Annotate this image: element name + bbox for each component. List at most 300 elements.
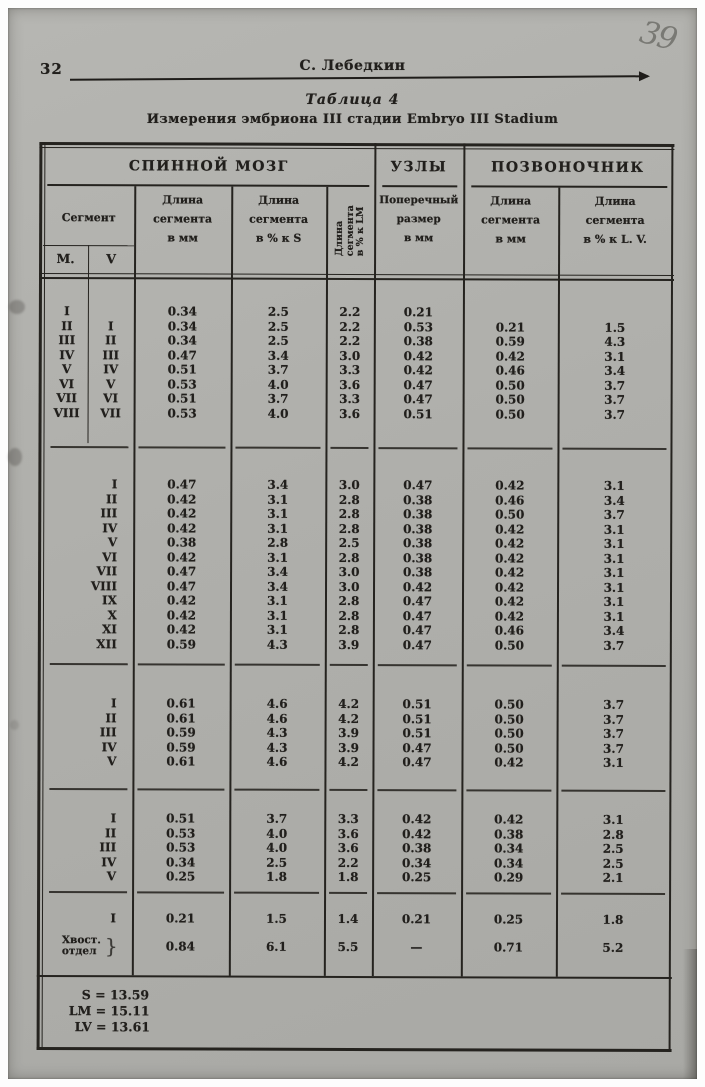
col-header-length-pct-lm: Длина сегмента в % к LM [333, 205, 366, 257]
value-cell: 3.1 [267, 492, 289, 507]
value-cell: 3.4 [603, 624, 625, 639]
value-cell: 0.34 [167, 304, 198, 319]
arrowhead-icon [639, 71, 650, 81]
value-cell: 0.47 [166, 579, 197, 594]
value-cell: 0.50 [495, 507, 525, 522]
value-cell: 2.5 [266, 855, 288, 870]
value-cell: 0.50 [494, 638, 524, 653]
value-cell: 0.21 [401, 912, 432, 927]
value-cell: 0.59 [495, 334, 525, 349]
value-cell: 0.50 [494, 726, 524, 741]
value-cell: 4.3 [266, 725, 288, 741]
value-cell: 0.51 [402, 726, 432, 741]
col-header-length-mm-spine: Длина сегмента в мм [481, 194, 541, 246]
value-cell: 3.0 [338, 579, 360, 594]
segment-cell: XI [101, 622, 117, 637]
col-header-length-mm-spinal: Длина сегмента в мм [153, 193, 213, 245]
table-row [46, 391, 674, 407]
value-cell: 4.6 [266, 754, 288, 770]
value-cell: 3.1 [603, 580, 625, 595]
table-row [44, 826, 672, 842]
table-border-bottom [37, 1047, 672, 1052]
segment-cell-tail: Хвост. отдел } [61, 933, 118, 959]
value-cell: 3.3 [339, 363, 361, 378]
value-cell: 0.53 [403, 319, 433, 334]
value-cell: 0.51 [167, 391, 197, 406]
value-cell: 0.47 [403, 377, 433, 392]
table-row [46, 362, 674, 378]
segment-cell-m: II [61, 318, 73, 333]
group-header-nodes: УЗЛЫ [390, 159, 448, 176]
handwritten-mark: 39 [635, 14, 679, 58]
value-cell: 3.4 [604, 364, 626, 379]
block-separator-line [378, 664, 457, 666]
value-cell: 0.34 [166, 855, 196, 870]
segment-cell: V [107, 535, 118, 550]
value-cell: 4.3 [266, 740, 288, 755]
value-cell: 3.1 [267, 550, 289, 565]
value-cell: 1.8 [602, 912, 624, 927]
value-cell: 0.53 [166, 826, 196, 841]
block-3 [37, 666, 672, 770]
table-row [46, 377, 674, 393]
value-cell: 4.2 [338, 711, 360, 726]
value-cell: 0.38 [403, 521, 433, 536]
value-cell: 3.7 [603, 698, 625, 713]
block-separator-line [466, 789, 551, 791]
segment-cell-m: IV [59, 347, 75, 362]
value-cell: 0.61 [166, 711, 196, 726]
value-cell: 0.42 [167, 506, 197, 521]
value-cell: 4.0 [267, 406, 289, 421]
value-cell: 0.42 [495, 349, 525, 364]
value-cell: 0.42 [495, 522, 525, 537]
block-separator-line [235, 447, 320, 449]
segment-cell: VII [96, 564, 118, 579]
value-cell: 3.4 [267, 564, 289, 580]
segment-cell-v: II [105, 333, 117, 348]
segment-cell-m: VI [59, 376, 75, 391]
value-cell: 2.5 [602, 842, 624, 857]
value-cell: 0.42 [494, 551, 525, 566]
value-cell: 0.42 [494, 580, 525, 595]
value-cell: 2.8 [338, 623, 360, 638]
value-cell: 0.51 [166, 811, 196, 826]
value-cell: 3.7 [603, 727, 625, 742]
block-separator-line [50, 446, 128, 448]
value-cell: 0.47 [403, 392, 433, 407]
value-cell: 0.47 [167, 348, 197, 363]
block-4 [37, 791, 672, 885]
block-separator-line [377, 789, 456, 791]
value-cell: 2.5 [602, 856, 624, 871]
value-cell: 0.84 [165, 939, 196, 954]
segment-cell: II [105, 825, 117, 840]
value-cell: 0.53 [167, 377, 197, 392]
value-cell: 0.51 [167, 362, 197, 377]
segment-cell: I [111, 696, 117, 711]
group-header-spinal-cord: СПИННОЙ МОЗГ [128, 158, 289, 175]
value-cell: 3.1 [603, 479, 625, 494]
segment-cell-v: IV [103, 362, 119, 377]
table-row [45, 535, 673, 551]
value-cell: 0.34 [494, 856, 524, 871]
segment-cell-m: I [64, 304, 70, 319]
block-separator-line [562, 665, 666, 667]
value-cell: 3.1 [603, 566, 625, 581]
value-cell: 0.47 [402, 594, 433, 609]
segment-subheader-v: V [106, 251, 116, 267]
value-cell: 2.8 [338, 550, 360, 565]
value-cell: 2.2 [339, 319, 361, 334]
table-row [45, 506, 673, 522]
table-row [44, 928, 672, 966]
block-5 [37, 894, 672, 966]
value-cell: 2.8 [602, 827, 624, 842]
value-cell: 0.21 [495, 320, 525, 335]
block-separator-line [234, 789, 319, 791]
segment-cell: XII [96, 636, 117, 652]
block-separator-line [49, 788, 127, 790]
table-row [45, 477, 673, 493]
value-cell: 3.4 [267, 579, 288, 594]
value-cell: 0.42 [495, 536, 525, 551]
segment-cell: VI [102, 549, 118, 565]
value-cell: 2.8 [338, 521, 360, 536]
value-cell: 2.8 [338, 492, 360, 507]
table-row [46, 406, 674, 422]
segment-cell-v: VI [103, 391, 119, 406]
value-cell: 4.3 [604, 335, 626, 350]
block-1 [39, 281, 674, 422]
margin-smudge [10, 720, 19, 730]
value-cell: 3.1 [603, 551, 625, 566]
value-cell: 3.9 [338, 726, 360, 741]
value-cell: 0.34 [402, 855, 432, 870]
segment-cell: X [107, 607, 117, 623]
data-bottom-line [37, 975, 672, 979]
table-row [45, 696, 673, 712]
segment-cell: III [100, 506, 118, 521]
value-cell: 2.1 [602, 871, 624, 886]
value-cell: 1.8 [266, 869, 288, 885]
value-cell: 0.50 [494, 697, 524, 712]
value-cell: 0.42 [166, 550, 197, 565]
value-cell: 0.21 [403, 305, 434, 320]
footnote-lv: LV = 13.61 [74, 1019, 151, 1035]
value-cell: 3.7 [267, 391, 289, 407]
segment-cell-v: V [105, 376, 116, 391]
scanned-page [8, 8, 697, 1079]
value-cell: 0.51 [402, 697, 432, 712]
block-separator-line [138, 663, 225, 665]
value-cell: 0.50 [494, 741, 524, 756]
value-cell: 4.6 [266, 696, 288, 712]
table-border-top [39, 142, 674, 146]
value-cell: 0.47 [402, 608, 433, 623]
value-cell: 3.9 [338, 637, 360, 652]
value-cell: 0.47 [167, 477, 197, 492]
value-cell: 3.1 [603, 609, 625, 624]
value-cell: 3.7 [266, 811, 288, 827]
value-cell: 2.8 [267, 535, 289, 551]
table-title: Измерения эмбриона III стадии Embryo III Stadium [146, 112, 559, 127]
value-cell: 3.1 [267, 521, 289, 536]
group-underline-spine [471, 185, 667, 187]
value-cell: 3.3 [337, 812, 359, 827]
value-cell: 0.34 [494, 841, 524, 856]
table-row [45, 593, 673, 609]
page-edge-shadow [683, 949, 697, 1079]
running-head: С. Лебедкин [299, 58, 406, 74]
value-cell: 3.6 [337, 841, 359, 856]
value-cell: 0.42 [166, 593, 197, 608]
value-cell: 2.8 [338, 594, 360, 609]
value-cell: 3.1 [267, 593, 288, 609]
value-cell: 2.2 [339, 334, 361, 349]
table-footnotes [69, 987, 150, 1035]
block-separator-line [377, 892, 456, 894]
margin-smudge [8, 448, 22, 466]
value-cell: 0.34 [167, 333, 197, 348]
table-row [45, 622, 673, 638]
segment-cell: III [99, 840, 117, 855]
value-cell: 5.5 [337, 939, 359, 955]
segment-cell-m: V [62, 362, 72, 377]
block-separator-line [378, 447, 457, 449]
table-row [44, 908, 672, 930]
value-cell: 3.0 [338, 478, 360, 493]
table-row [44, 754, 672, 770]
segment-cell: III [99, 725, 117, 740]
value-cell: 4.0 [266, 840, 288, 856]
value-cell: 3.1 [266, 608, 288, 623]
segment-cell-v: III [102, 347, 120, 363]
value-cell: 0.50 [495, 378, 525, 393]
value-cell: 0.34 [167, 319, 197, 334]
segment-cell: II [105, 710, 117, 726]
value-cell: 0.46 [495, 363, 525, 378]
segment-cell: IV [102, 520, 118, 536]
value-cell: 4.0 [266, 826, 288, 841]
table-row [44, 811, 672, 827]
value-cell: 0.38 [403, 536, 433, 551]
value-cell: 0.42 [167, 492, 197, 507]
value-cell: 0.42 [167, 521, 197, 536]
table-row [46, 304, 674, 320]
segment-cell: IV [101, 739, 117, 754]
value-cell: 3.7 [604, 407, 626, 422]
col-header-length-pct-lv: Длина сегмента в % к L. V. [583, 194, 647, 246]
value-cell: 0.46 [495, 493, 525, 508]
footnote-lm: LM = 15.11 [68, 1003, 150, 1019]
value-cell: 0.21 [165, 911, 196, 926]
value-cell: 0.42 [494, 565, 525, 580]
value-cell: 3.4 [267, 477, 289, 493]
block-separator-line [329, 892, 367, 894]
value-cell: 0.47 [402, 740, 432, 755]
value-cell: 0.42 [403, 363, 433, 378]
value-cell: 3.4 [267, 348, 289, 363]
value-cell: 0.50 [495, 392, 525, 407]
value-cell: 6.1 [265, 939, 287, 954]
table-row [45, 564, 673, 580]
block-separator-line [137, 788, 224, 790]
value-cell: 0.47 [403, 478, 433, 493]
measurement-table [37, 142, 675, 1054]
segment-cell-m: III [58, 333, 76, 348]
col-header-transverse-size: Поперечный размер в мм [379, 194, 459, 245]
table-row [45, 725, 673, 741]
value-cell: 0.42 [494, 609, 525, 624]
segment-cell: V [107, 754, 117, 769]
value-cell: 0.29 [493, 870, 524, 885]
value-cell: 0.38 [167, 535, 197, 550]
block-separator-line [50, 663, 128, 665]
value-cell: 2.8 [338, 507, 360, 522]
value-cell: 0.61 [166, 696, 196, 711]
table-row [44, 855, 672, 871]
block-separator-line [137, 891, 224, 893]
value-cell: 0.51 [402, 711, 432, 726]
value-cell: 0.42 [494, 594, 525, 609]
value-cell: 3.7 [267, 362, 289, 378]
segment-cell: I [110, 811, 117, 826]
value-cell: 3.7 [603, 508, 625, 523]
value-cell: 3.1 [603, 595, 625, 610]
segment-cell-v: VII [100, 405, 121, 421]
value-cell: 0.42 [495, 478, 525, 493]
value-cell: 0.25 [165, 869, 196, 884]
table-row [46, 319, 674, 335]
block-separator-line [561, 893, 665, 895]
block-separator-line [330, 664, 368, 666]
table-row [45, 711, 673, 727]
value-cell: — [410, 940, 423, 955]
value-cell: 0.47 [402, 623, 433, 638]
value-cell: 3.1 [603, 756, 624, 771]
value-cell: 2.5 [267, 319, 289, 334]
segment-cell: IV [101, 854, 117, 869]
value-cell: 4.6 [266, 711, 288, 726]
value-cell: 3.7 [604, 393, 626, 408]
value-cell: 1.5 [604, 320, 626, 335]
table-row [45, 550, 673, 566]
value-cell: 3.1 [603, 522, 625, 537]
value-cell: 3.0 [338, 565, 360, 580]
value-cell: 3.6 [339, 406, 361, 421]
value-cell: 0.50 [495, 407, 525, 422]
table-row [44, 869, 672, 885]
value-cell: 0.47 [166, 564, 197, 579]
value-cell: 4.3 [266, 637, 288, 652]
segment-cell: I [110, 911, 117, 926]
value-cell: 2.5 [267, 333, 289, 349]
value-cell: 0.42 [402, 579, 433, 594]
value-cell: 0.42 [402, 812, 432, 827]
table-border-top-inner [39, 147, 674, 150]
value-cell: 0.38 [403, 334, 433, 349]
group-underline-spinal [47, 184, 369, 187]
value-cell: 0.61 [166, 754, 196, 769]
value-cell: 3.7 [603, 741, 624, 756]
segment-cell: V [106, 869, 117, 884]
block-separator-line [234, 892, 319, 894]
value-cell: 4.2 [338, 697, 360, 712]
table-row [45, 579, 673, 595]
value-cell: 4.0 [267, 377, 289, 392]
value-cell: 0.25 [401, 870, 432, 885]
value-cell: 0.42 [403, 348, 433, 363]
value-cell: 3.1 [266, 622, 288, 638]
value-cell: 0.38 [403, 492, 433, 507]
brace-glyph: } [104, 934, 118, 959]
table-row [45, 637, 673, 653]
value-cell: 0.50 [494, 712, 524, 727]
value-cell: 1.4 [337, 911, 359, 927]
segment-cell: I [111, 477, 118, 492]
block-separator-line [235, 664, 320, 666]
value-cell: 1.8 [337, 870, 359, 885]
value-cell: 0.59 [166, 637, 196, 652]
block-separator-line [561, 790, 665, 792]
segment-cell: IX [102, 593, 118, 608]
block-separator-line [329, 789, 367, 791]
value-cell: 2.2 [337, 855, 359, 870]
segment-cell-m: VIII [53, 405, 80, 420]
block-separator-line [467, 447, 552, 449]
value-cell: 0.38 [403, 507, 433, 522]
value-cell: 1.5 [266, 911, 287, 926]
block-separator-line [467, 664, 552, 666]
value-cell: 0.42 [166, 622, 197, 637]
value-cell: 2.2 [339, 305, 361, 320]
segment-cell-v: I [108, 318, 114, 333]
value-cell: 0.25 [493, 912, 524, 927]
table-row [46, 333, 674, 349]
segment-cell: VIII [90, 578, 118, 594]
table-row [45, 740, 673, 756]
table-row [45, 608, 673, 624]
block-separator-line [330, 447, 368, 449]
value-cell: 0.59 [166, 740, 196, 755]
value-cell: 0.42 [166, 608, 197, 623]
margin-smudge [9, 300, 25, 314]
value-cell: 3.6 [339, 377, 361, 392]
value-cell: 0.38 [402, 841, 432, 856]
block-2 [38, 449, 674, 653]
footnote-s: S = 13.59 [81, 987, 150, 1003]
segment-subheader-m: М. [56, 251, 75, 267]
value-cell: 3.7 [603, 638, 625, 653]
value-cell: 3.7 [603, 712, 625, 727]
value-cell: 3.7 [604, 378, 626, 393]
block-separator-line [466, 892, 551, 894]
value-cell: 3.6 [337, 826, 359, 841]
page-number: 32 [40, 60, 63, 78]
value-cell: 0.47 [402, 637, 432, 652]
value-cell: 2.5 [267, 304, 289, 320]
col-header-length-pct-s: Длина сегмента в % к S [249, 193, 309, 245]
table-row [44, 840, 672, 856]
value-cell: 3.1 [604, 349, 626, 364]
value-cell: 0.38 [402, 565, 433, 580]
value-cell: 4.2 [338, 755, 359, 770]
value-cell: 0.53 [167, 406, 197, 421]
value-cell: 3.1 [603, 537, 625, 552]
block-separator-line [562, 448, 666, 450]
value-cell: 3.1 [267, 506, 289, 522]
